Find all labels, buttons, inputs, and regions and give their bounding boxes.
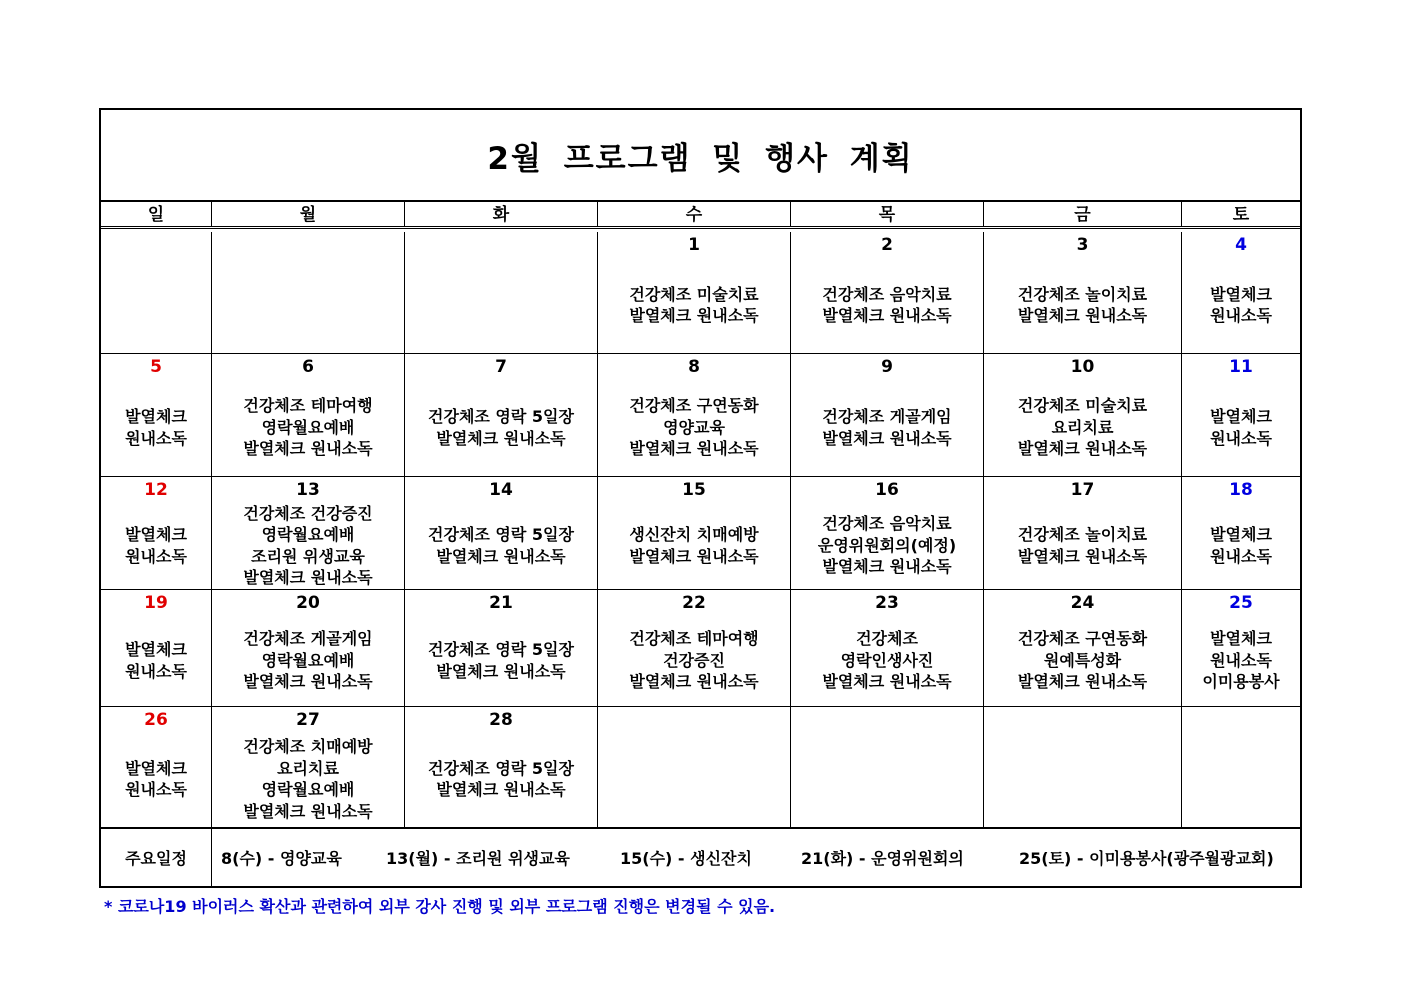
day-cell [984,477,1182,590]
day-number: 17 [1070,480,1095,500]
day-cell [212,477,405,590]
day-cell [598,354,791,477]
footnote: * 코로나19 바이러스 확산과 관련하여 외부 강사 진행 및 외부 프로그램 진행은 변경될 수 있음. [104,897,776,916]
program-line: 건강체조 놀이치료 [1017,284,1148,304]
day-number: 28 [489,710,513,730]
key-schedule-item: 15(수) - 생신잔치 [620,849,752,868]
day-cell [984,232,1182,354]
day-programs [598,628,790,693]
day-number: 10 [1070,357,1095,377]
program-line: 건강체조 미술치료 [629,284,759,304]
day-programs [791,406,983,449]
program-line: 발열체크 [125,758,187,778]
program-line: 발열체크 [1210,407,1272,426]
day-number: 21 [489,593,513,613]
program-line: 발열체크 원내소독 [436,780,566,799]
program-line: 발열체크 원내소독 [436,661,566,681]
program-line: 발열체크 원내소독 [629,546,759,566]
day-programs [984,628,1181,693]
day-number: 18 [1229,480,1253,500]
program-line: 발열체크 원내소독 [243,801,373,821]
day-programs [212,628,404,693]
day-number: 25 [1229,593,1253,613]
day-programs [598,524,790,567]
key-schedule-item: 8(수) - 영양교육 [221,849,342,868]
day-number: 13 [296,480,320,500]
program-line: 발열체크 원내소독 [436,546,566,566]
page-title: 2월 프로그램 및 행사 계획 [487,140,914,177]
day-cell [212,707,405,827]
program-line: 발열체크 원내소독 [1017,306,1148,325]
day-programs [1182,628,1300,693]
weekday-header-row [101,202,1300,229]
program-line: 건강체조 영락 5일장 [428,407,574,426]
program-line: 발열체크 [1210,284,1272,304]
day-cell [101,477,212,590]
day-programs [1182,284,1300,327]
program-line: 요리치료 [277,758,339,778]
program-line: 건강증진 [663,650,725,670]
program-line: 발열체크 원내소독 [1017,672,1148,692]
program-line: 발열체크 원내소독 [822,428,952,448]
program-line: 원예특성화 [1043,650,1122,670]
day-number: 3 [1076,235,1089,255]
program-line: 발열체크 원내소독 [243,568,373,587]
day-cell [1182,232,1300,354]
day-cell [405,232,598,354]
weekday-header: 월 [212,202,405,226]
day-cell [791,707,984,827]
program-line: 건강체조 영락 5일장 [428,640,574,659]
program-line: 영락인생사진 [840,650,934,670]
day-cell [984,590,1182,707]
day-number: 1 [688,235,700,255]
program-line: 건강체조 영락 5일장 [428,758,574,778]
program-line: 건강체조 미술치료 [1017,396,1148,416]
program-line: 건강체조 게골게임 [822,407,952,426]
day-programs [101,406,211,449]
program-line: 건강체조 치매예방 [243,737,373,756]
key-schedule-item: 25(토) - 이미용봉사(광주월광교회) [1019,849,1274,868]
day-number: 24 [1070,593,1095,613]
day-number: 14 [489,480,513,500]
day-programs [101,639,211,682]
program-line: 발열체크 [1210,629,1272,649]
program-line: 발열체크 원내소독 [629,306,759,325]
day-cell [1182,707,1300,827]
program-line: 건강체조 구연동화 [1017,629,1148,649]
weekday-header: 화 [405,202,598,226]
program-line: 원내소독 [1210,306,1272,325]
weekday-header: 목 [791,202,984,226]
day-cell [1182,354,1300,477]
day-number: 26 [144,710,168,730]
program-line: 건강체조 음악치료 [822,514,952,534]
program-line: 영양교육 [663,417,725,437]
program-line: 원내소독 [1210,546,1272,566]
program-line: 건강체조 테마여행 [629,629,759,649]
program-line: 발열체크 원내소독 [629,672,759,692]
day-cell [212,354,405,477]
program-line: 발열체크 원내소독 [822,557,952,577]
program-line: 건강체조 놀이치료 [1017,525,1148,544]
day-programs [791,284,983,327]
day-number: 5 [150,357,162,377]
program-line: 발열체크 [125,525,187,544]
key-schedule-row [101,827,1300,886]
program-line: 영락월요예배 [261,780,355,799]
program-line: 영락월요예배 [261,525,355,544]
day-cell [791,232,984,354]
program-line: 원내소독 [125,661,187,681]
day-programs [405,524,597,567]
program-line: 건강체조 게골게임 [243,629,373,649]
day-cell [598,232,791,354]
day-programs [984,284,1181,327]
day-cell [598,477,791,590]
day-cell [791,354,984,477]
program-line: 원내소독 [1210,650,1272,670]
day-cell [101,232,212,354]
day-cell [101,707,212,827]
program-line: 발열체크 [1210,525,1272,544]
day-number: 11 [1229,357,1253,377]
day-programs [101,524,211,567]
program-line: 발열체크 원내소독 [243,672,373,692]
day-cell [405,707,598,827]
day-cell [1182,477,1300,590]
day-programs [212,503,404,589]
weekday-header: 수 [598,202,791,226]
program-line: 발열체크 원내소독 [1017,439,1148,459]
day-cell [101,590,212,707]
program-line: 원내소독 [125,546,187,566]
weekday-header: 토 [1232,205,1250,225]
program-line: 조리원 위생교육 [251,546,365,566]
day-number: 9 [881,357,893,377]
weekday-header: 일 [101,202,212,226]
day-cell [984,707,1182,827]
calendar-table [99,108,1302,888]
day-cell [212,590,405,707]
program-line: 건강체조 [856,629,918,649]
program-line: 원내소독 [125,780,187,799]
day-number: 6 [302,357,314,377]
program-line: 발열체크 [125,407,187,426]
program-line: 발열체크 원내소독 [822,306,952,325]
key-schedule-item: 13(월) - 조리원 위생교육 [386,849,570,868]
day-number: 27 [296,710,320,730]
day-cell [598,707,791,827]
program-line: 건강체조 건강증진 [243,503,373,523]
day-programs [984,395,1181,460]
day-cell [1182,590,1300,707]
day-programs [212,395,404,460]
program-line: 영락월요예배 [261,650,355,670]
day-cell [791,477,984,590]
day-number: 12 [144,480,168,500]
program-line: 원내소독 [1210,428,1272,448]
program-line: 운영위원회의(예정) [817,535,957,555]
day-cell [405,477,598,590]
program-line: 발열체크 [125,640,187,659]
program-line: 건강체조 영락 5일장 [428,525,574,544]
day-programs [598,284,790,327]
program-line: 요리치료 [1051,417,1114,437]
program-line: 생신잔치 치매예방 [629,525,759,544]
day-cell [984,354,1182,477]
program-line: 발열체크 원내소독 [243,439,373,459]
day-number: 23 [875,593,899,613]
program-line: 건강체조 테마여행 [243,396,373,416]
program-line: 발열체크 원내소독 [1017,546,1148,566]
key-schedule-item: 21(화) - 운영위원회의 [801,849,964,868]
day-number: 15 [682,480,706,500]
day-programs [101,758,211,801]
day-number: 4 [1235,235,1247,255]
day-number: 7 [495,357,507,377]
program-line: 이미용봉사 [1202,672,1280,692]
program-line: 발열체크 원내소독 [629,439,759,459]
day-cell [791,590,984,707]
day-number: 20 [296,593,320,613]
day-number: 8 [688,357,700,377]
day-programs [1182,524,1300,567]
program-line: 건강체조 구연동화 [629,396,759,416]
program-line: 발열체크 원내소독 [436,428,566,448]
program-line: 건강체조 음악치료 [822,284,952,304]
title-row [101,110,1300,202]
day-programs [984,524,1181,567]
program-line: 영락월요예배 [261,417,355,437]
day-programs [405,406,597,449]
day-number: 16 [875,480,899,500]
day-programs [405,758,597,801]
day-programs [791,513,983,578]
day-cell [405,354,598,477]
key-schedule-label: 주요일정 [101,829,212,886]
day-cell [598,590,791,707]
day-programs [1182,406,1300,449]
program-line: 원내소독 [125,428,187,448]
day-number: 22 [682,593,706,613]
day-cell [405,590,598,707]
day-programs [405,639,597,682]
day-number: 19 [144,593,168,613]
day-programs [212,736,404,822]
day-number: 2 [881,235,893,255]
day-cell [101,354,212,477]
day-programs [598,395,790,460]
program-line: 발열체크 원내소독 [822,672,952,692]
weekday-header: 금 [984,202,1182,226]
day-cell [212,232,405,354]
day-programs [791,628,983,693]
